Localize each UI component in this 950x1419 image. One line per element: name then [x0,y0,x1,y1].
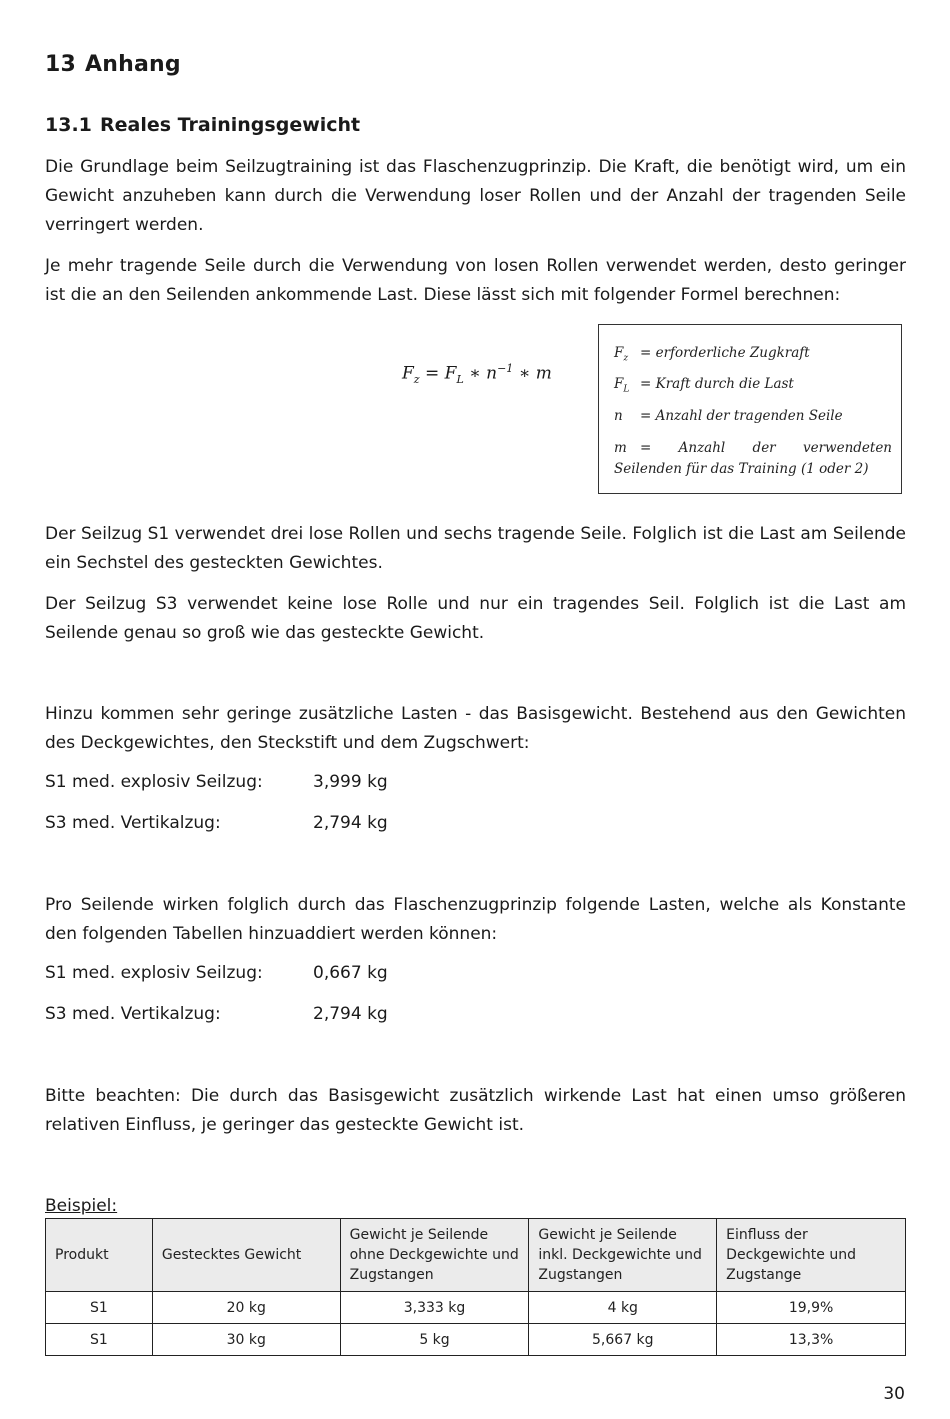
legend-desc-m: = Anzahl der verwendeten Seilenden für das Training (1 oder 2) [614,440,892,477]
pulley-formula [402,362,552,386]
table-cell: 13,3% [717,1324,906,1356]
table-header-cell: Einfluss der Deckgewichte und Zugstange [717,1219,906,1292]
table-row [46,1324,906,1356]
legend-symbol-fl: $F_L$ [614,376,630,395]
base-weight-s3-label: S3 med. Vertikalzug: [45,813,221,833]
table-header-row [46,1219,906,1292]
page-number: 30 [883,1384,905,1404]
legend-symbol-m: m [614,440,627,456]
legend-row-n [614,408,843,424]
table-header-cell: Gewicht je Seilende inkl. Deckgewichte und Zugstangen [529,1219,717,1292]
formula-multiply-2: ∗ [513,363,536,384]
table-cell: S1 [46,1324,153,1356]
formula-m: m [535,363,552,384]
example-label: Beispiel: [45,1196,118,1216]
formula-exponent: −1 [497,362,514,375]
section-title: Reales Trainingsgewicht [100,114,361,136]
formula-n: n [486,363,498,384]
chapter-title: Anhang [85,52,181,77]
table-cell: 3,333 kg [340,1292,529,1324]
example-table [45,1218,906,1356]
legend-row-fz [614,345,810,364]
formula-fz-sub: z [413,373,420,387]
table-header-cell: Produkt [46,1219,153,1292]
table-header-cell: Gewicht je Seilende ohne Deckgewichte und Zugstangen [340,1219,529,1292]
paragraph-formula-intro: Je mehr tragende Seile durch die Verwendung von losen Rollen verwendet werden, desto geringer ist die an den Seilenden ankommende Last. Diese lässt sich mit folgender Formel berechnen: [45,256,906,305]
formula-fz: F [402,363,414,384]
table-cell: 5,667 kg [529,1324,717,1356]
chapter-heading [45,52,181,77]
table-cell: 5 kg [340,1324,529,1356]
section-number: 13.1 [45,114,92,136]
legend-desc-n: = Anzahl der tragenden Seile [640,408,843,424]
paragraph-s3: Der Seilzug S3 verwendet keine lose Rolle und nur ein tragendes Seil. Folglich ist die Last am Seilende genau so groß wie das gesteckte Gewicht. [45,594,906,643]
table-cell: 4 kg [529,1292,717,1324]
base-weight-s1-value: 3,999 kg [313,772,388,792]
per-end-weight-s1-value: 0,667 kg [313,963,388,983]
per-end-weight-s3 [45,1004,388,1024]
base-weight-s1-label: S1 med. explosiv Seilzug: [45,772,263,792]
paragraph-note: Bitte beachten: Die durch das Basisgewicht zusätzlich wirkende Last hat einen umso größeren relativen Einfluss, je geringer das gesteckte Gewicht ist. [45,1086,906,1135]
legend-desc-fl: = Kraft durch die Last [640,376,794,392]
chapter-number: 13 [45,52,77,77]
formula-equals: = [419,363,445,384]
legend-row-fl [614,376,794,395]
base-weight-s1 [45,772,388,792]
table-header-cell: Gestecktes Gewicht [152,1219,340,1292]
section-heading [45,114,360,136]
formula-fl: F [444,363,457,384]
table-cell: 30 kg [152,1324,340,1356]
paragraph-per-end: Pro Seilende wirken folglich durch das Flaschenzugprinzip folgende Lasten, welche als Konstante den folgenden Tabellen hinzuaddiert werden können: [45,895,906,944]
per-end-weight-s3-label: S3 med. Vertikalzug: [45,1004,221,1024]
per-end-weight-s1 [45,963,388,983]
paragraph-intro: Die Grundlage beim Seilzugtraining ist das Flaschenzugprinzip. Die Kraft, die benötigt wird, um ein Gewicht anzuheben kann durch die Verwendung loser Rollen und der Anzahl der tragenden Seile verringert werden. [45,157,906,235]
paragraph-s1: Der Seilzug S1 verwendet drei lose Rollen und sechs tragende Seile. Folglich ist die Last am Seilende ein Sechstel des gesteckten Gewichtes. [45,524,906,573]
formula-legend-box [598,324,902,494]
table-cell: S1 [46,1292,153,1324]
base-weight-s3-value: 2,794 kg [313,813,388,833]
table-cell: 20 kg [152,1292,340,1324]
base-weight-s3 [45,813,388,833]
table-row [46,1292,906,1324]
formula-multiply-1: ∗ [463,363,487,384]
table-cell: 19,9% [717,1292,906,1324]
paragraph-base-weight: Hinzu kommen sehr geringe zusätzliche Lasten - das Basisgewicht. Bestehend aus den Gewichten des Deckgewichtes, den Steckstift und dem Zugschwert: [45,704,906,753]
formula-fl-sub: L [456,373,464,387]
per-end-weight-s3-value: 2,794 kg [313,1004,388,1024]
legend-desc-fz: = erforderliche Zugkraft [640,345,810,361]
per-end-weight-s1-label: S1 med. explosiv Seilzug: [45,963,263,983]
legend-symbol-fz: $F_z$ [614,345,629,364]
legend-symbol-n: n [614,408,623,424]
legend-row-m [614,438,892,480]
